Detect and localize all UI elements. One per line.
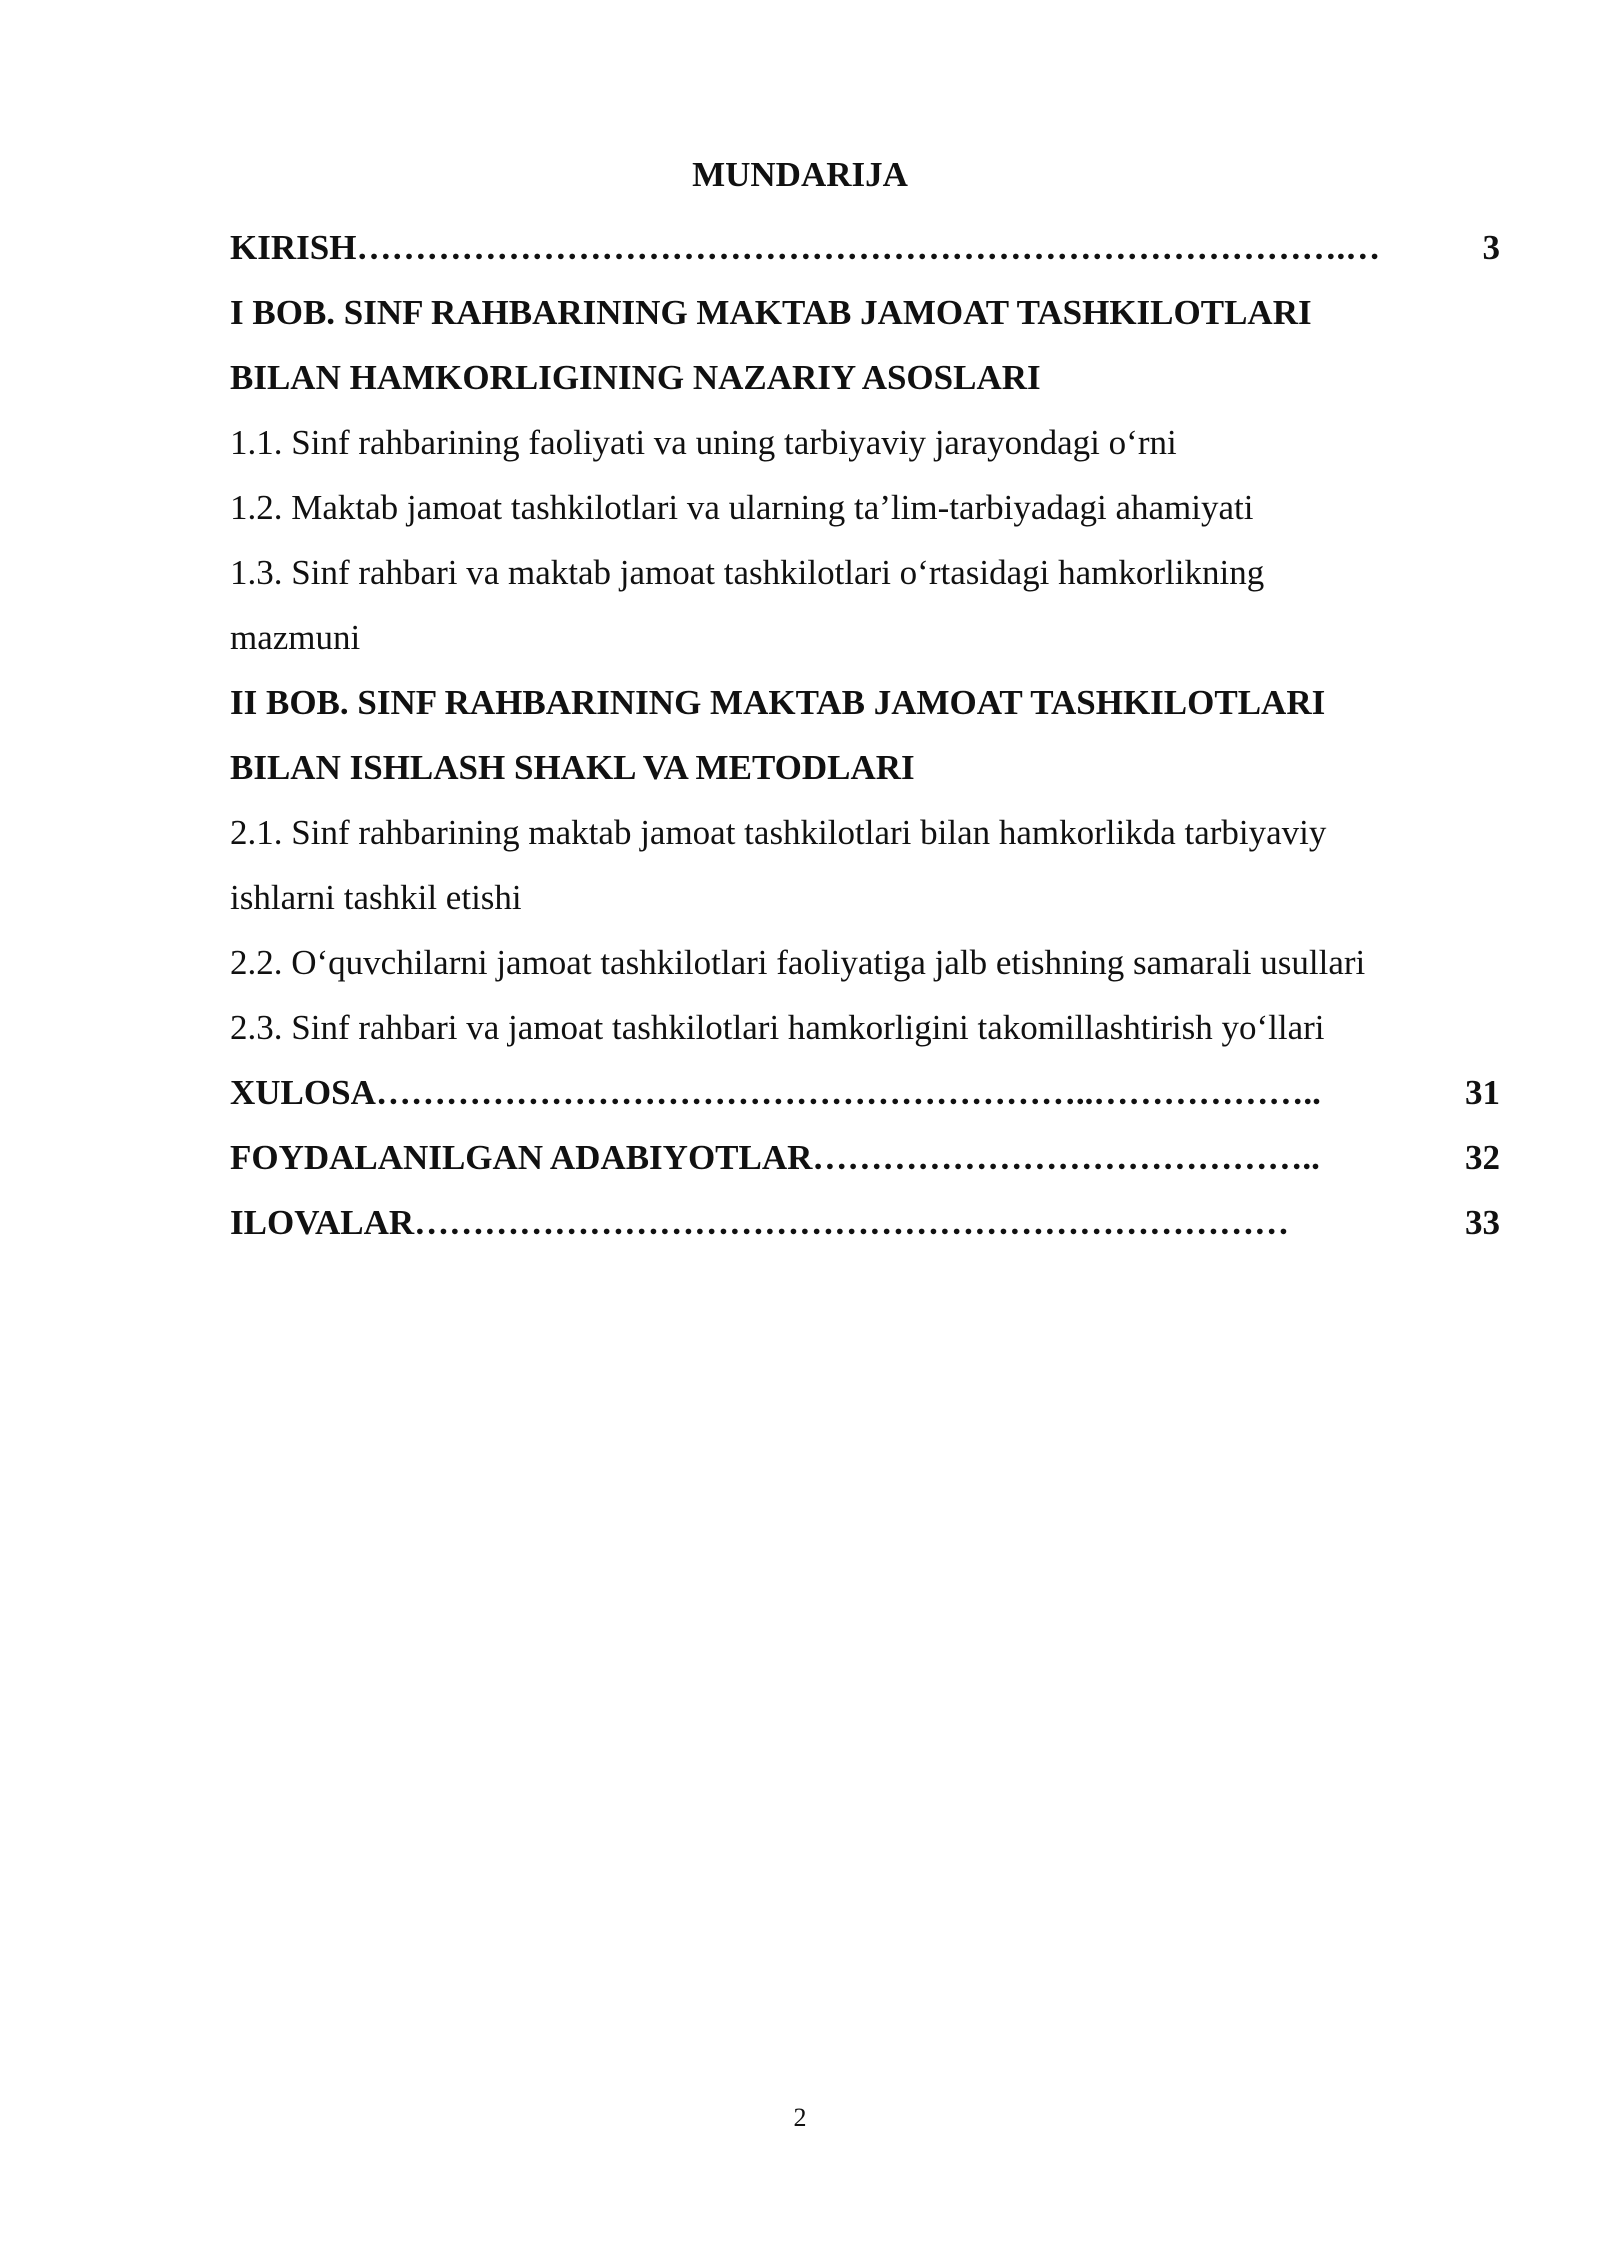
toc-chapter-1-heading-line-1: I BOB. SINF RAHBARINING MAKTAB JAMOAT TASHKILOTLARI — [230, 293, 1312, 332]
toc-entry-label: FOYDALANILGAN ADABIYOTLAR — [230, 1138, 813, 1177]
toc-section-2-1-line-2: ishlarni tashkil etishi — [230, 878, 522, 917]
toc-chapter-2-heading-line-1: II BOB. SINF RAHBARINING MAKTAB JAMOAT TASHKILOTLARI — [230, 683, 1326, 722]
toc-section-1-1: 1.1. Sinf rahbarining faoliyati va uning tarbiyaviy jarayondagi o‘rni — [230, 423, 1177, 462]
toc-entry-adabiyotlar — [230, 1125, 1500, 1190]
page-number: 2 — [793, 2103, 807, 2132]
toc-leader-dots: …………………………………….. — [812, 1138, 1320, 1177]
toc-section-1-2: 1.2. Maktab jamoat tashkilotlari va ularning ta’lim-tarbiyadagi ahamiyati — [230, 488, 1254, 527]
toc-section-2-2: 2.2. O‘quvchilarni jamoat tashkilotlari faoliyatiga jalb etishning samarali usullari — [230, 943, 1366, 982]
toc-entry-xulosa — [230, 1060, 1500, 1125]
toc-entry-label: XULOSA — [230, 1073, 376, 1112]
toc-section-1-3-line-1: 1.3. Sinf rahbari va maktab jamoat tashkilotlari o‘rtasidagi hamkorlikning — [230, 553, 1265, 592]
toc-leader-dots: ………………………………………………………………………….… — [356, 228, 1381, 267]
toc-entry-label: ILOVALAR — [230, 1203, 415, 1242]
toc-entry-kirish — [230, 215, 1500, 280]
table-of-contents — [230, 215, 1500, 1255]
toc-section-1-3-line-2: mazmuni — [230, 618, 361, 657]
toc-entry-label: KIRISH — [230, 228, 357, 267]
toc-page-number: 3 — [1482, 228, 1500, 267]
toc-section-2-1-line-1: 2.1. Sinf rahbarining maktab jamoat tashkilotlari bilan hamkorlikda tarbiyaviy — [230, 813, 1327, 852]
toc-page-number: 32 — [1465, 1138, 1500, 1177]
toc-leader-dots: ……………………………………………………..……………….. — [375, 1073, 1321, 1112]
toc-entry-ilovalar — [230, 1190, 1500, 1255]
toc-chapter-2-heading-line-2: BILAN ISHLASH SHAKL VA METODLARI — [230, 748, 915, 787]
toc-page-number: 33 — [1465, 1203, 1500, 1242]
toc-leader-dots: ………………………………………………………………… — [414, 1203, 1290, 1242]
toc-chapter-1-heading-line-2: BILAN HAMKORLIGINING NAZARIY ASOSLARI — [230, 358, 1041, 397]
toc-page-number: 31 — [1465, 1073, 1500, 1112]
toc-section-2-3: 2.3. Sinf rahbari va jamoat tashkilotlari hamkorligini takomillashtirish yo‘llari — [230, 1008, 1325, 1047]
page-title: MUNDARIJA — [692, 155, 908, 194]
